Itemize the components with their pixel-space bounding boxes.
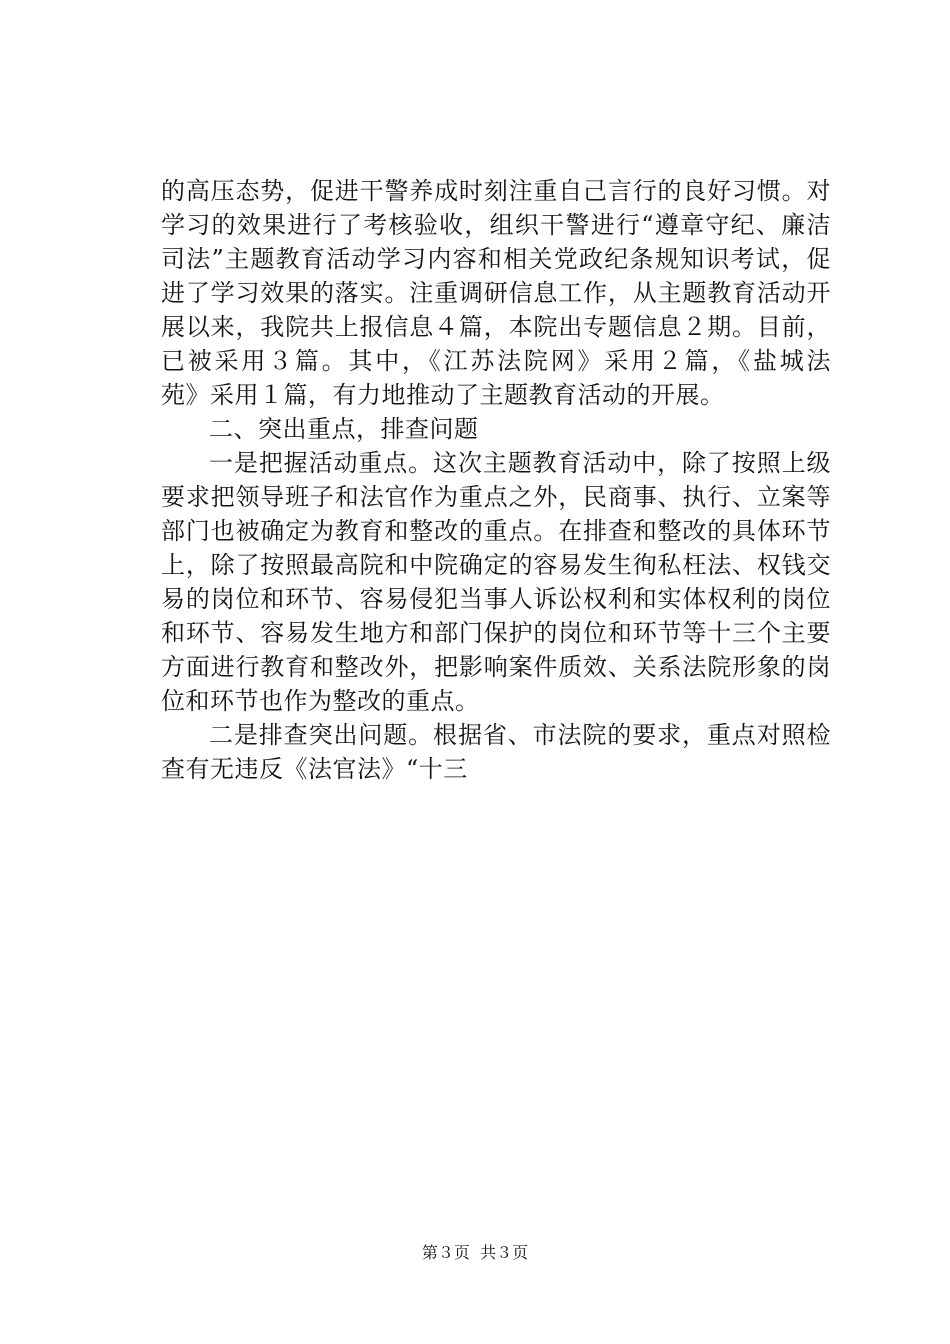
text-line: 二是排查突出问题。根据省、市法院的要求，重点对照检 xyxy=(209,721,831,749)
text-line: 进了学习效果的落实。注重调研信息工作，从主题教育活动开 xyxy=(161,279,831,307)
text-line: 上，除了按照最高院和中院确定的容易发生徇私枉法、权钱交 xyxy=(161,551,831,579)
text-line: 位和环节也作为整改的重点。 xyxy=(161,687,480,715)
text-line: 已被采用３篇。其中，《江苏法院网》采用２篇，《盐城法 xyxy=(161,347,831,375)
text-line: 和环节、容易发生地方和部门保护的岗位和环节等十三个主要 xyxy=(161,619,831,647)
section-heading: 二、突出重点，排查问题 xyxy=(209,415,479,443)
text-line: 一是把握活动重点。这次主题教育活动中，除了按照上级 xyxy=(209,449,831,477)
page-footer: 第３页 共３页 xyxy=(421,1243,529,1262)
text-line: 易的岗位和环节、容易侵犯当事人诉讼权利和实体权利的岗位 xyxy=(161,585,831,613)
text-line: 苑》采用１篇，有力地推动了主题教育活动的开展。 xyxy=(161,381,725,409)
text-line: 学习的效果进行了考核验收，组织干警进行“遵章守纪、廉洁 xyxy=(161,211,831,239)
text-line: 的高压态势，促进干警养成时刻注重自己言行的良好习惯。对 xyxy=(161,177,831,205)
text-line: 部门也被确定为教育和整改的重点。在排查和整改的具体环节 xyxy=(161,517,831,545)
text-line: 查有无违反《法官法》“十三 xyxy=(161,755,468,783)
document-body xyxy=(161,174,831,786)
text-line: 要求把领导班子和法官作为重点之外，民商事、执行、立案等 xyxy=(161,483,831,511)
text-line: 司法”主题教育活动学习内容和相关党政纪条规知识考试，促 xyxy=(161,245,831,273)
text-line: 方面进行教育和整改外，把影响案件质效、关系法院形象的岗 xyxy=(161,653,831,681)
text-line: 展以来，我院共上报信息４篇，本院出专题信息２期。目前， xyxy=(161,313,831,341)
